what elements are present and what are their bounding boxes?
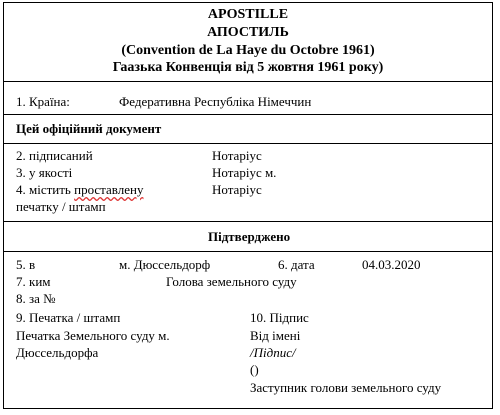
stamp-label: 9. Печатка / штамп [16, 310, 121, 325]
date-value: 04.03.2020 [362, 257, 421, 272]
divider [4, 81, 492, 82]
by-value: Голова земельного суду [166, 274, 297, 289]
signature-line2: /Підпис/ [250, 345, 296, 360]
convention-ua: Гаазька Конвенція від 5 жовтня 1961 року) [112, 60, 384, 75]
capacity-label: 3. у якості [16, 165, 73, 180]
seal-label-part1: 4. містить [16, 182, 71, 197]
place-value: м. Дюссельдорф [119, 257, 211, 272]
by-label: 7. ким [16, 274, 51, 289]
confirmed-heading: Підтверджено [208, 229, 291, 244]
country-value: Федеративна Республіка Німеччин [119, 94, 312, 109]
capacity-value: Нотаріус м. [212, 165, 277, 180]
signed-value: Нотаріус [212, 148, 262, 163]
stamp-value-line1: Печатка Земельного суду м. [16, 328, 170, 343]
signature-label: 10. Підпис [250, 310, 309, 325]
signature-line1: Від імені [250, 328, 301, 343]
divider [4, 114, 492, 115]
stamp-value-line2: Дюссельдорфа [16, 345, 99, 360]
seal-label [16, 182, 143, 197]
seal-label-line2: печатку / штамп [16, 199, 106, 214]
date-label: 6. дата [278, 257, 315, 272]
signed-label: 2. підписаний [16, 148, 93, 163]
divider [4, 143, 492, 144]
country-label: 1. Країна: [16, 94, 70, 109]
seal-value: Нотаріус [212, 182, 262, 197]
title-apostil-ua: АПОСТИЛЬ [207, 25, 289, 40]
signature-line4: Заступник голови земельного суду [250, 380, 442, 395]
convention-fr: (Convention de La Haye du Octobre 1961) [121, 43, 375, 58]
section-official-document: Цей офіційний документ [16, 121, 162, 136]
apostille-document [3, 2, 493, 409]
divider [4, 221, 492, 222]
seal-label-part2: проставлену [74, 182, 144, 197]
number-label: 8. за № [16, 291, 56, 306]
signature-line3: () [250, 362, 259, 377]
place-label: 5. в [16, 257, 36, 272]
divider [4, 251, 492, 252]
title-apostille: APOSTILLE [207, 7, 289, 22]
